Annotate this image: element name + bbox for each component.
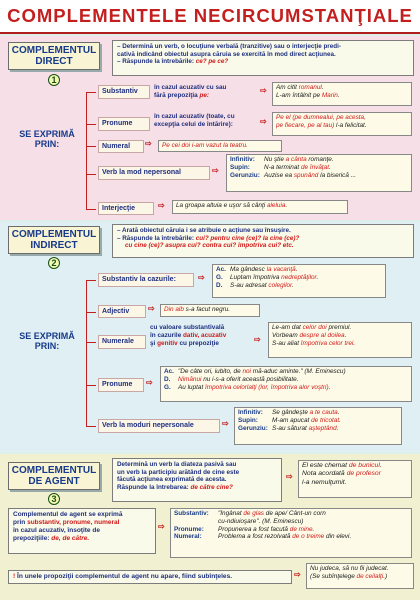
agent-examples [170,508,412,558]
indirect-definition [112,224,414,258]
ex-text: "De câte ori, iubito, de [178,368,243,375]
ex-highlight: de profesor [346,470,381,478]
indirect-arrow-5: ⇨ [222,419,229,428]
agent-def-question-label: Răspunde la întrebarea: [117,484,191,492]
direct-label-verb [98,166,210,180]
direct-arrow-4: ⇨ [212,166,219,175]
indirect-connector-vertical [86,280,87,426]
ex-text: l-a felicitat. [336,121,367,129]
direct-ex-numeral [158,140,282,152]
direct-arrow-3: ⇨ [145,139,152,148]
indirect-arrow-1: ⇨ [198,273,205,282]
ex-text: Nota acordată [302,470,347,478]
direct-definition [112,40,414,76]
direct-header-line2: DIRECT [35,55,73,67]
indirect-label-verb-text: Verb la moduri nepersonale [102,422,194,429]
indirect-header [8,226,100,254]
direct-header-line1: COMPLEMENTUL [11,45,97,56]
direct-cond-substantiv-pe: pe: [199,91,210,99]
mood-label: Supin: [238,416,258,424]
direct-label-interjectie-text: Interjecţie [102,205,136,212]
ex-text: de ape/ Cânt-un corn [263,510,326,517]
agent-definition [112,458,282,502]
indirect-side-line1: SE EXPRIMĂ [19,331,75,341]
indirect-ex-pronume [160,366,412,402]
direct-header [8,42,100,70]
direct-cond-substantiv-line1: în cazul acuzativ cu sau [154,84,227,91]
ex-text: Propunerea a fost facută [218,525,290,533]
indirect-cond-numerale [150,324,256,358]
ex-text: . [312,525,315,533]
direct-def-questions: ce? pe ce? [195,58,229,66]
exclamation-icon: ! [13,573,16,580]
cond-highlight: dativ, acuzativ [183,331,227,339]
ex-text: N-a terminat [264,163,301,171]
agent-ex-label: Substantiv: [174,510,209,517]
agent-arrow-3: ⇨ [294,570,301,579]
ex-text: l-a nemulţumit. [302,478,347,486]
agent-def-line3: făcută acţiunea exprimată de acesta. [117,476,227,484]
indirect-label-pronume [98,378,144,392]
agent-expr-highlight: substantiv, pronume, numeral [27,518,120,526]
ex-highlight: nedreptăţilor [281,273,317,281]
case-label: G. [216,273,223,281]
indirect-def-question-label: – Răspunde la întrebările: [117,234,196,242]
ex-text: El este chemat [302,462,349,469]
ex-text: . [295,266,298,273]
ex-highlight: pe fiecare, pe al tau) [276,121,337,129]
ex-highlight: de mine [289,525,313,533]
ex-text: la biserică ... [318,171,357,179]
agent-expr-text: prin [13,518,28,526]
mood-label: Supin: [230,163,250,171]
ex-highlight: Din alb [164,306,184,313]
agent-expr-line3: în cazul acuzativ, însoţite de [13,526,100,534]
mood-label: Gerunziu: [230,171,260,179]
direct-cond-pronume-line1: în cazul acuzativ (toate, cu [154,113,235,120]
ex-text: . [321,84,324,91]
ex-highlight: aleluia [266,202,286,209]
ex-text: . [353,339,356,347]
ex-highlight: împotriva celor trei [300,339,354,347]
indirect-header-line1: COMPLEMENTUL [11,229,97,240]
cond-highlight: genitiv [157,339,178,347]
agent-note-example [306,563,414,589]
ex-text: S-au adresat [230,281,269,289]
ex-highlight: colegilor [268,281,292,289]
ex-text: . [337,409,340,416]
agent-arrow-1: ⇨ [286,472,293,481]
agent-expr-highlight: de, de către. [51,534,90,542]
indirect-header-line2: INDIRECT [30,239,78,251]
agent-ex-label: Numeral: [174,533,202,541]
ex-text: L-am întâlnit pe [276,91,322,99]
direct-connector-4 [86,174,96,175]
direct-side-line1: SE EXPRIMĂ [19,129,75,139]
indirect-side-label [12,332,82,352]
ex-text: romanţe. [306,156,334,163]
ex-text: . [316,273,319,281]
ex-highlight: a cânta [285,156,307,163]
page-title: COMPLEMENTELE NECIRCUMSTANŢIALE [7,5,413,26]
ex-highlight: împotriva celorlalţi (lor, împotriva alor voştri) [205,383,329,391]
direct-cond-pronume-line2: excepţia celui de întărire): [154,120,233,128]
ex-text: "Îngânat [218,510,244,517]
ex-text: Pe cei doi i-am vazut la teatru. [162,142,248,149]
ex-text: S-au aliat [272,339,301,347]
ex-highlight: romanul [298,84,322,91]
direct-label-interjectie [98,202,154,215]
indirect-label-adjectiv [98,305,146,318]
ex-text: . [379,462,382,469]
indirect-ex-numerale [268,322,412,358]
ex-text: .) [383,572,388,580]
direct-number-badge: 1 [48,74,60,86]
case-label: Ac. [164,368,174,375]
indirect-label-substantiv-text: Substantiv la cazurile: [102,276,176,283]
agent-def-line2: un verb la participiu arătând de cine este [117,468,240,476]
ex-highlight: despre al doilea [299,331,345,339]
indirect-ex-adjectiv [160,304,260,317]
ex-text: . [344,331,347,339]
ex-highlight: Marin [321,91,338,99]
ex-text: . [291,281,294,289]
ex-text: din elevi. [324,533,352,541]
ex-text: La groapa altuia e uşor să cânţi [176,202,267,209]
ex-text: S-au săturat [272,424,309,432]
ex-text: Auzise ea [264,171,294,179]
direct-def-question-label: – Răspunde la întrebările: [117,58,196,66]
indirect-ex-substantiv [212,264,386,298]
ex-text: Au luptat [178,383,206,391]
indirect-arrow-3: ⇨ [254,335,261,344]
agent-def-question: de către cine? [190,484,233,492]
direct-arrow-2: ⇨ [260,117,267,126]
case-label: G. [164,383,171,391]
indirect-ex-verb [234,407,402,445]
ex-text: . [336,424,339,432]
mood-label: Infinitiv: [230,156,255,163]
ex-text: premiul. [326,324,352,331]
case-label: D. [216,281,223,289]
direct-ex-substantiv [272,82,412,106]
indirect-def-questions2: cu cine (ce)? asupra cui? contra cui? împotriva cui? etc. [125,242,294,250]
agent-note-text: În unele propoziţii complementul de agent nu apare, fiind subînţeles. [17,573,233,580]
ex-highlight: de glas [243,510,264,517]
direct-label-pronume-text: Pronume [102,120,133,127]
ex-text: mă-aduc aminte." (M. Eminescu) [250,368,346,375]
indirect-connector-1 [86,280,96,281]
ex-highlight: celor doi [302,324,327,331]
direct-cond-substantiv-line2: fără prepoziţia [154,91,200,99]
direct-label-numeral-text: Numeral [102,143,131,150]
cond-text: cu prepoziţie [177,339,219,347]
agent-header [8,462,100,490]
indirect-connector-5 [86,426,96,427]
ex-text: . [339,416,341,424]
direct-label-substantiv-text: Substantiv [102,88,138,95]
agent-ex-right [298,460,412,498]
ex-text: . [328,383,331,391]
indirect-label-numerale [98,335,146,349]
indirect-side-line2: PRIN: [34,340,60,351]
mood-label: Gerunziu: [238,424,268,432]
ex-text: M-am apucat [272,416,312,424]
indirect-label-numerale-text: Numerale [102,338,134,345]
direct-arrow-1: ⇨ [260,86,267,95]
ex-highlight: de o treime [292,533,325,541]
ex-highlight: Nimănui [178,375,202,383]
ex-text: nu i-s-a oferit această posibilitate. [201,375,299,383]
direct-connector-1 [86,92,96,93]
ex-text: Ma gândesc [230,266,267,273]
ex-text: . [285,202,288,209]
indirect-arrow-2: ⇨ [148,304,155,313]
indirect-label-verb [98,419,220,433]
direct-label-numeral [98,140,144,153]
direct-cond-substantiv [154,84,266,104]
direct-arrow-5: ⇨ [158,201,165,210]
agent-number-badge: 3 [48,493,60,505]
indirect-connector-2 [86,312,96,313]
ex-highlight: spunând [293,171,319,179]
indirect-arrow-4: ⇨ [146,378,153,387]
ex-highlight: a te cauta [309,409,338,416]
direct-connector-vertical [86,92,87,209]
ex-text: Am citit [276,84,299,91]
indirect-label-pronume-text: Pronume [102,381,133,388]
ex-text: Se gândeşte [272,409,310,416]
ex-highlight: de învăţat [300,163,330,171]
cond-line: cu valoare substantivală [150,324,225,331]
ex-highlight: la vacanţă [266,266,296,273]
ex-highlight: de ceilalţi [356,572,384,580]
ex-text: (Se subînţelege [310,572,357,580]
direct-ex-interjectie [172,200,348,214]
indirect-def-questions1: cui? pentru cine (ce)? la cine (ce)? [195,234,300,242]
direct-label-pronume [98,117,150,131]
indirect-def-line1: – Arată obiectul căruia i se atribuie o acţiune sau însuşire. [117,227,291,234]
cond-text: în cazurile [150,331,184,339]
cond-text: şi [150,339,158,347]
indirect-connector-4 [86,385,96,386]
indirect-connector-3 [86,342,96,343]
ex-text: . [329,163,331,171]
ex-highlight: noi [242,368,251,375]
agent-expr-text: prepoziţiile: [13,534,52,542]
indirect-label-adjectiv-text: Adjectiv [102,308,130,315]
ex-text: cu-ndiuioşare". (M. Eminescu) [218,517,304,525]
indirect-label-substantiv [98,273,194,287]
ex-text: Nu judeca, să nu fii judecat. [310,565,389,572]
direct-side-label [12,130,82,150]
ex-highlight: aşteptând [308,424,337,432]
direct-label-verb-text: Verb la mod nepersonal [102,169,181,176]
ex-highlight: Pe el (pe dumnealui, pe acesta, [276,114,366,121]
ex-text: Vorbeam [272,331,300,339]
direct-connector-2 [86,124,96,125]
agent-ex-label: Pronume: [174,525,204,533]
direct-cond-pronume [154,113,266,133]
ex-text: Luptam împotriva [230,273,282,281]
direct-ex-pronume [272,112,412,136]
agent-expression [8,508,156,554]
direct-def-line2: cativă indicând obiectul asupra căruia se exercită în mod direct acţiunea. [117,50,336,58]
ex-text: Problema a fost rezolvată [218,533,293,541]
direct-label-substantiv [98,85,150,99]
ex-text: Nu ştie [264,156,286,163]
agent-header-line1: COMPLEMENTUL [11,465,97,476]
agent-def-line1: Determină un verb la diateza pasivă sau [117,461,237,468]
ex-text: s-a facut negru. [183,306,231,313]
direct-connector-5 [86,209,96,210]
direct-ex-verb [226,154,412,192]
ex-text: Le-am dat [272,324,303,331]
indirect-number-badge: 2 [48,257,60,269]
title-banner [0,0,420,34]
agent-header-line2: DE AGENT [28,475,80,487]
mood-label: Infinitiv: [238,409,263,416]
ex-text: . [337,91,340,99]
direct-def-line1: – Determină un verb, o locuţiune verbală (tranzitive) sau o interjecţie predi- [117,43,341,50]
agent-expr-line1: Complementul de agent se exprimă [13,511,123,518]
ex-highlight: de bunicul [348,462,380,469]
ex-highlight: de tricotat [311,416,340,424]
agent-arrow-2: ⇨ [158,522,165,531]
case-label: Ac. [216,266,226,273]
direct-side-line2: PRIN: [34,138,60,149]
case-label: D. [164,375,171,383]
direct-connector-3 [86,146,96,147]
agent-note [8,570,292,584]
